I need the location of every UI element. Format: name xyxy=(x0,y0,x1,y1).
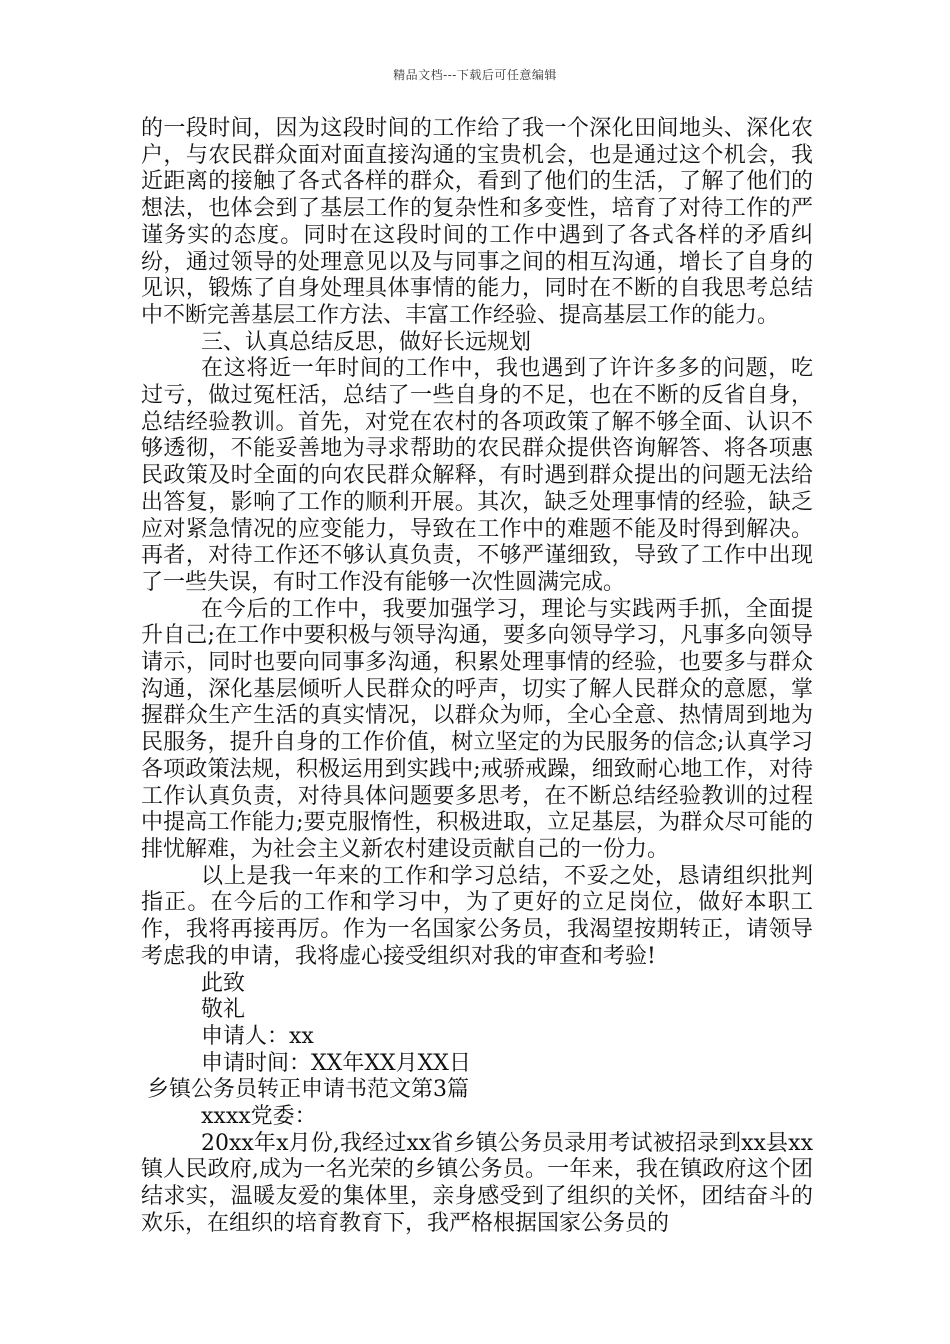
closing-line: 敬礼 xyxy=(201,997,246,1023)
closing-line: 此致 xyxy=(201,970,246,996)
apply-time-line: 申请时间：XX年XX月XX日 xyxy=(201,1050,471,1076)
applicant-line: 申请人：xx xyxy=(201,1023,314,1049)
paragraph: 20xx年x月份,我经过xx省乡镇公务员录用考试被招录到xx县xx镇人民政府,成为一名光荣的乡镇公务员。一年来，我在镇政府这个团结求实，温暖友爱的集体里，亲身感受到了组织的关怀，团结奋斗的欢乐，在组织的培育教育下，我严格根据国家公务员的 xyxy=(141,1130,813,1236)
paragraph: 的一段时间，因为这段时间的工作给了我一个深化田间地头、深化农户，与农民群众面对面直接沟通的宝贵机会，也是通过这个机会，我近距离的接触了各式各样的群众，看到了他们的生活，了解了他们的想法，也体会到了基层工作的复杂性和多变性，培育了对待工作的严谨务实的态度。同时在这段时间的工作中遇到了各式各样的矛盾纠纷，通过领导的处理意见以及与同事之间的相互沟通，增长了自身的见识，锻炼了自身处理具体事情的能力，同时在不断的自我思考总结中不断完善基层工作方法、丰富工作经验、提高基层工作的能力。 xyxy=(141,116,813,328)
salutation: xxxx党委： xyxy=(201,1104,317,1130)
paragraph: 在今后的工作中，我要加强学习，理论与实践两手抓，全面提升自己;在工作中要积极与领导沟通，要多向领导学习，凡事多向领导请示，同时也要向同事多沟通，积累处理事情的经验，也要多与群众沟通，深化基层倾听人民群众的呼声，切实了解人民群众的意愿，掌握群众生产生活的真实情况，以群众为师，全心全意、热情周到地为民服务，提升自身的工作价值，树立坚定的为民服务的信念;认真学习各项政策法规，积极运用到实践中;戒骄戒躁，细致耐心地工作，对待工作认真负责，对待具体问题要多思考，在不断总结经验教训的过程中提高工作能力;要克服惰性，积极进取，立足基层，为群众尽可能的排忧解难，为社会主义新农村建设贡献自己的一份力。 xyxy=(141,596,813,862)
page-header: 精品文档---下载后可任意编辑 xyxy=(393,68,557,82)
paragraph: 在这将近一年时间的工作中，我也遇到了许许多多的问题，吃过亏，做过冤枉活，总结了一些自身的不足，也在不断的反省自身，总结经验教训。首先，对党在农村的各项政策了解不够全面、认识不够透彻，不能妥善地为寻求帮助的农民群众提供咨询解答、将各项惠民政策及时全面的向农民群众解释，有时遇到群众提出的问题无法给出答复，影响了工作的顺利开展。其次，缺乏处理事情的经验，缺乏应对紧急情况的应变能力，导致在工作中的难题不能及时得到解决。再者，对待工作还不够认真负责，不够严谨细致，导致了工作中出现了一些失误，有时工作没有能够一次性圆满完成。 xyxy=(141,356,813,595)
paragraph: 以上是我一年来的工作和学习总结，不妥之处，恳请组织批判指正。在今后的工作和学习中，为了更好的立足岗位，做好本职工作，我将再接再厉。作为一名国家公务员，我渴望按期转正，请领导考虑我的申请，我将虚心接受组织对我的审查和考验! xyxy=(141,863,813,969)
section-title: 乡镇公务员转正申请书范文第3篇 xyxy=(147,1077,469,1103)
section-heading: 三、认真总结反思，做好长远规划 xyxy=(201,329,532,355)
document-body xyxy=(141,116,813,1238)
